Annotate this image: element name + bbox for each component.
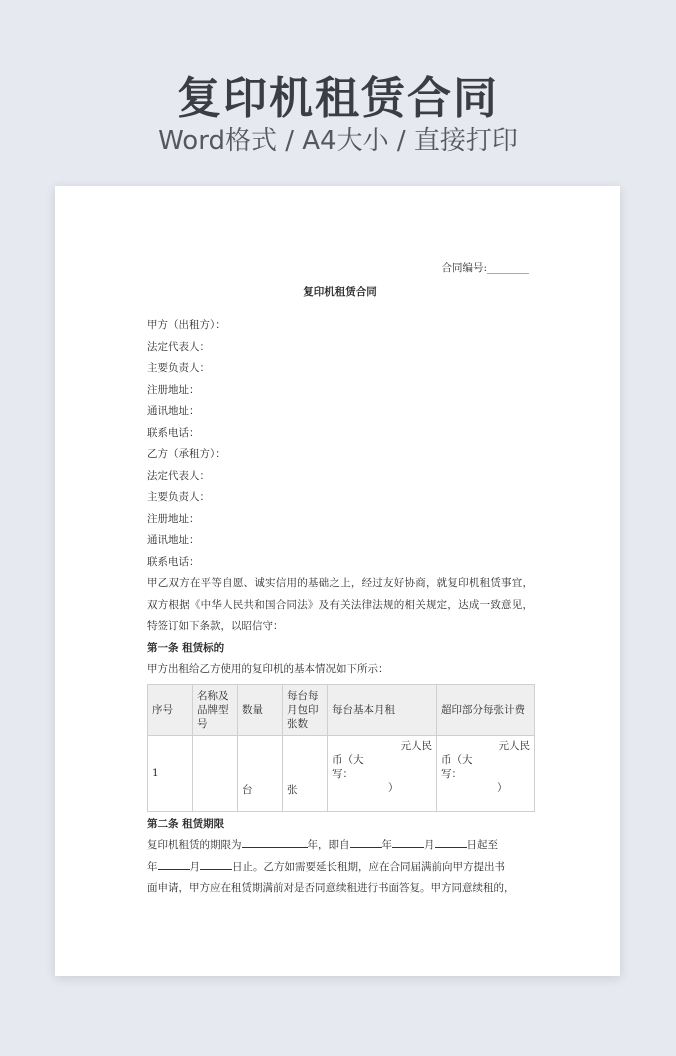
article2-line3: 面申请，甲方应在租赁期满前对是否同意续租进行书面答复。甲方同意续租的， <box>147 882 515 894</box>
contract-number: 合同编号:________ <box>441 262 529 274</box>
overprint-text: 写： <box>441 767 462 780</box>
overprint-text: 元人民 <box>498 739 530 752</box>
preamble-paragraph: 甲乙双方在平等自愿、诚实信用的基础之上，经过友好协商，就复印机租赁事宜，双方根据《中华人民共和国合同法》及有关法律法规的相关规定，达成一致意见，特签订如下条款，以昭信守： <box>147 577 533 632</box>
overprint-text: ） <box>497 781 508 794</box>
rental-table <box>147 684 535 812</box>
article2-text: 年，即自 <box>307 839 350 851</box>
table-header-cell: 超印部分每张计费 <box>437 684 535 735</box>
table-row <box>148 735 535 811</box>
party-a-legal-rep: 法定代表人： <box>147 340 210 353</box>
banner-title: 复印机租赁合同 <box>177 73 499 124</box>
table-cell-no: 1 <box>148 735 193 811</box>
table-header-cell: 数量 <box>238 684 283 735</box>
party-b-legal-rep: 法定代表人： <box>147 469 210 482</box>
party-b-mail-address: 通讯地址： <box>147 534 200 546</box>
fill-blank <box>350 836 382 848</box>
table-header-cell: 名称及品牌型号 <box>193 684 238 735</box>
party-a-heading: 甲方（出租方）： <box>147 319 226 331</box>
party-b-reg-address: 注册地址： <box>147 512 200 525</box>
rent-text: ） <box>388 781 399 794</box>
table-header-cell: 序号 <box>148 684 193 735</box>
party-a-principal: 主要负责人： <box>147 362 210 374</box>
article2-text: 月 <box>189 860 200 873</box>
article2-heading: 第二条 租赁期限 <box>147 817 225 830</box>
rent-text: 币（大 <box>332 753 364 766</box>
document-page <box>55 186 620 976</box>
rent-text: 元人民 <box>400 739 432 752</box>
party-b-heading: 乙方（承租方）： <box>147 448 226 460</box>
document-title: 复印机租赁合同 <box>303 286 377 298</box>
article2-text: 年 <box>381 839 392 851</box>
table-header-row <box>148 684 535 735</box>
article2-line1 <box>147 835 533 857</box>
table-cell-qty: 台 <box>238 735 283 811</box>
document-body <box>147 258 533 900</box>
party-a-reg-address: 注册地址： <box>147 383 200 396</box>
party-b-phone: 联系电话： <box>147 555 200 568</box>
party-a-phone: 联系电话： <box>147 426 200 439</box>
article2-text: 复印机租赁的期限为 <box>147 839 242 851</box>
fill-blank <box>158 858 190 870</box>
fill-blank <box>242 836 308 848</box>
article2-text: 月 <box>424 839 435 851</box>
table-header-cell: 每台基本月租 <box>328 684 437 735</box>
table-cell-overprint <box>437 735 535 811</box>
party-a-mail-address: 通讯地址： <box>147 405 200 417</box>
fill-blank <box>435 836 467 848</box>
article1-heading: 第一条 租赁标的 <box>147 641 225 654</box>
table-cell-sheets: 张 <box>283 735 328 811</box>
banner-subtitle: Word格式 / A4大小 / 直接打印 <box>158 126 518 156</box>
article2-text: 年 <box>147 860 158 873</box>
article1-intro: 甲方出租给乙方使用的复印机的基本情况如下所示： <box>147 663 389 675</box>
fill-blank <box>392 836 424 848</box>
fill-blank <box>200 858 232 870</box>
rent-text: 写： <box>332 767 353 780</box>
article2-text: 日止。乙方如需要延长租期，应在合同届满前向甲方提出书 <box>232 860 505 873</box>
article2-text: 日起至 <box>466 839 498 851</box>
table-header-cell: 每台每月包印张数 <box>283 684 328 735</box>
table-cell-name <box>193 735 238 811</box>
overprint-text: 币（大 <box>441 753 473 766</box>
party-b-principal: 主要负责人： <box>147 491 210 503</box>
article2-line2 <box>147 857 533 879</box>
table-cell-rent <box>328 735 437 811</box>
